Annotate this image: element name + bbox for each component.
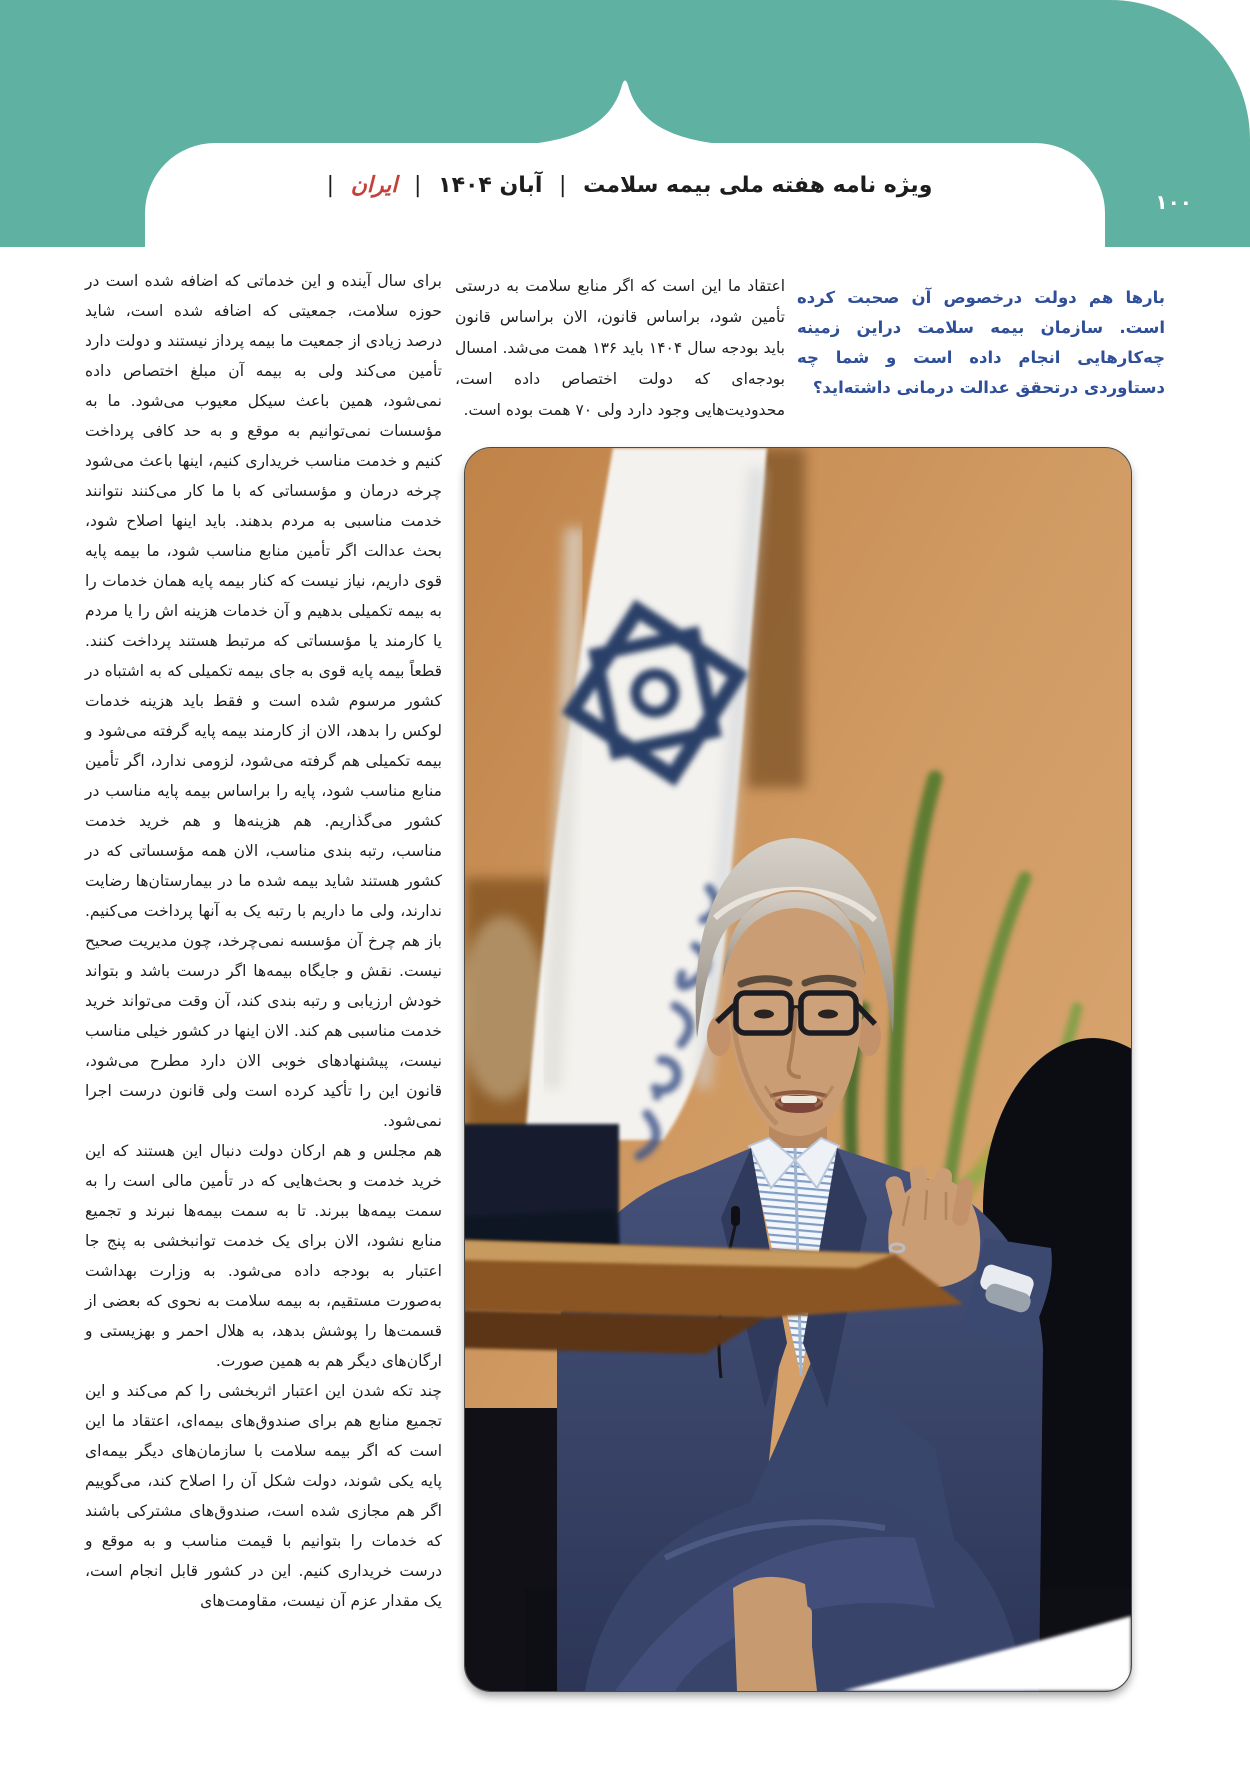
header-separator: | [559, 173, 567, 198]
interview-question: بارها هم دولت درخصوص آن صحبت کرده است. سازمان بیمه سلامت دراین زمینه چه‌کارهایی انجام داده است و شما چه دستاوردی درتحقق عدالت درمانی داشته‌اید؟ [797, 288, 1165, 397]
content-card-top [145, 143, 1105, 273]
issue-date: آبان ۱۴۰۴ [438, 173, 543, 198]
header-separator: | [326, 173, 335, 198]
issue-header [145, 173, 1105, 198]
article-paragraph-2: هم مجلس و هم ارکان دولت دنبال این هستند که این خرید خدمت و بحث‌هایی که در تأمین مالی است را به سمت بیمه‌ها ببرند. تا به سمت بیمه‌ها نبرند و تجمیع منابع نشود، الان برای یک خدمت توانبخشی به پنج جا اعتبار به بودجه داده می‌شود. به وزارت بهداشت به‌صورت مستقیم، به بیمه سلامت به نحوی که بعضی از قسمت‌ها را پوشش بدهد، به هلال احمر و بهزیستی و ارگان‌های دیگر هم به همین صورت. [85, 1142, 442, 1370]
resting-hand [733, 1577, 817, 1691]
article-paragraph-3: چند تکه شدن این اعتبار اثربخشی را کم می‌کند و این تجمیع منابع هم برای صندوق‌های بیمه‌ای، اعتقاد ما این است که اگر بیمه سلامت با سازمان‌های دیگر بیمه‌ای پایه یکی شوند، دولت شکل آن را اصلاح کند، می‌گوییم اگر هم مجازی شده است، صندوق‌های مشترکی باشند که خدمات را بتوانیم با قیمت مناسب و به موقع و درست خریداری کنیم. این در کشور قابل انجام است، یک مقدار عزم آن نیست، مقاومت‌های [85, 1382, 442, 1610]
issue-title: ویژه نامه هفته ملی بیمه سلامت [583, 173, 933, 198]
page-number: ۱۰۰ [1155, 190, 1192, 214]
article-paragraph-1: برای سال آینده و این خدماتی که اضافه شده است در حوزه سلامت، جمعیتی که اضافه شده است، شاید درصد زیادی از جمعیت ما بیمه پرداز نیستند و دولت دارد تأمین می‌کند ولی به بیمه آن مبلغ اختصاص داده نمی‌شود، همین باعث سیکل معیوب می‌شود. ما به مؤسسات نمی‌توانیم به موقع و به حد کافی پرداخت کنیم و خدمت مناسب خریداری کنیم، اینها باعث می‌شود چرخه درمان و مؤسساتی که با ما کار می‌کنند نتوانند خدمت مناسبی به مردم بدهند. باید اینها اصلاح شود، بحث عدالت اگر تأمین منابع مناسب شود، ما بیمه پایه قوی داریم، نیاز نیست که کنار بیمه پایه همان خدمات را به بیمه تکمیلی بدهیم و آن خدمات هزینه اش را یا مردم یا کارمند یا مؤسساتی که مرتبط هستند پرداخت کنند. قطعاً بیمه پایه قوی به جای بیمه تکمیلی که به اشتباه در کشور مرسوم شده است و فقط باید هزینه خدمات لوکس را بدهد، الان از کارمند بیمه پایه گرفته می‌شود و بیمه تکمیلی هم گرفته می‌شود، لزومی ندارد، اگر تأمین منابع مناسب شود، پایه را براساس بیمه پایه مناسب در کشور می‌گذاریم. هم هزینه‌ها و هم خرید خدمت مناسب، رتبه بندی مناسب، الان همه مؤسساتی که در کشور هستند شاید بیمه شده ما در بیمارستان‌ها رضایت ندارند، ولی ما داریم با رتبه یک به آنها پرداخت می‌کنیم. باز هم چرخ آن مؤسسه نمی‌چرخد، چون مدیریت صحیح نیست. نقش و جایگاه بیمه‌ها اگر درست باشد و بتواند خودش ارزیابی و رتبه بندی کند، آن وقت می‌تواند خرید خدمت مناسبی هم کند. الان اینها در کشور خیلی مناسب نیست، پیشنهادهای خوبی الان دارد مطرح می‌شود، قانون این را تأکید کرده است ولی قانون درست اجرا نمی‌شود. [85, 272, 442, 1130]
header-separator: | [414, 173, 422, 198]
ornament-notch [530, 75, 720, 144]
article-body [85, 266, 442, 1616]
interview-photo [465, 448, 1131, 1691]
answer-intro-text: اعتقاد ما این است که اگر منابع سلامت به درستی تأمین شود، براساس قانون، الان براساس قانون باید بودجه سال ۱۴۰۴ باید ۱۳۶ همت می‌شد. امسال بودجه‌ای که دولت اختصاص داده است، محدودیت‌هایی وجود دارد ولی ۷۰ همت بوده است. [455, 277, 785, 419]
photo-illustration [465, 448, 1131, 1691]
iran-newspaper-logo: ایران [350, 173, 398, 198]
